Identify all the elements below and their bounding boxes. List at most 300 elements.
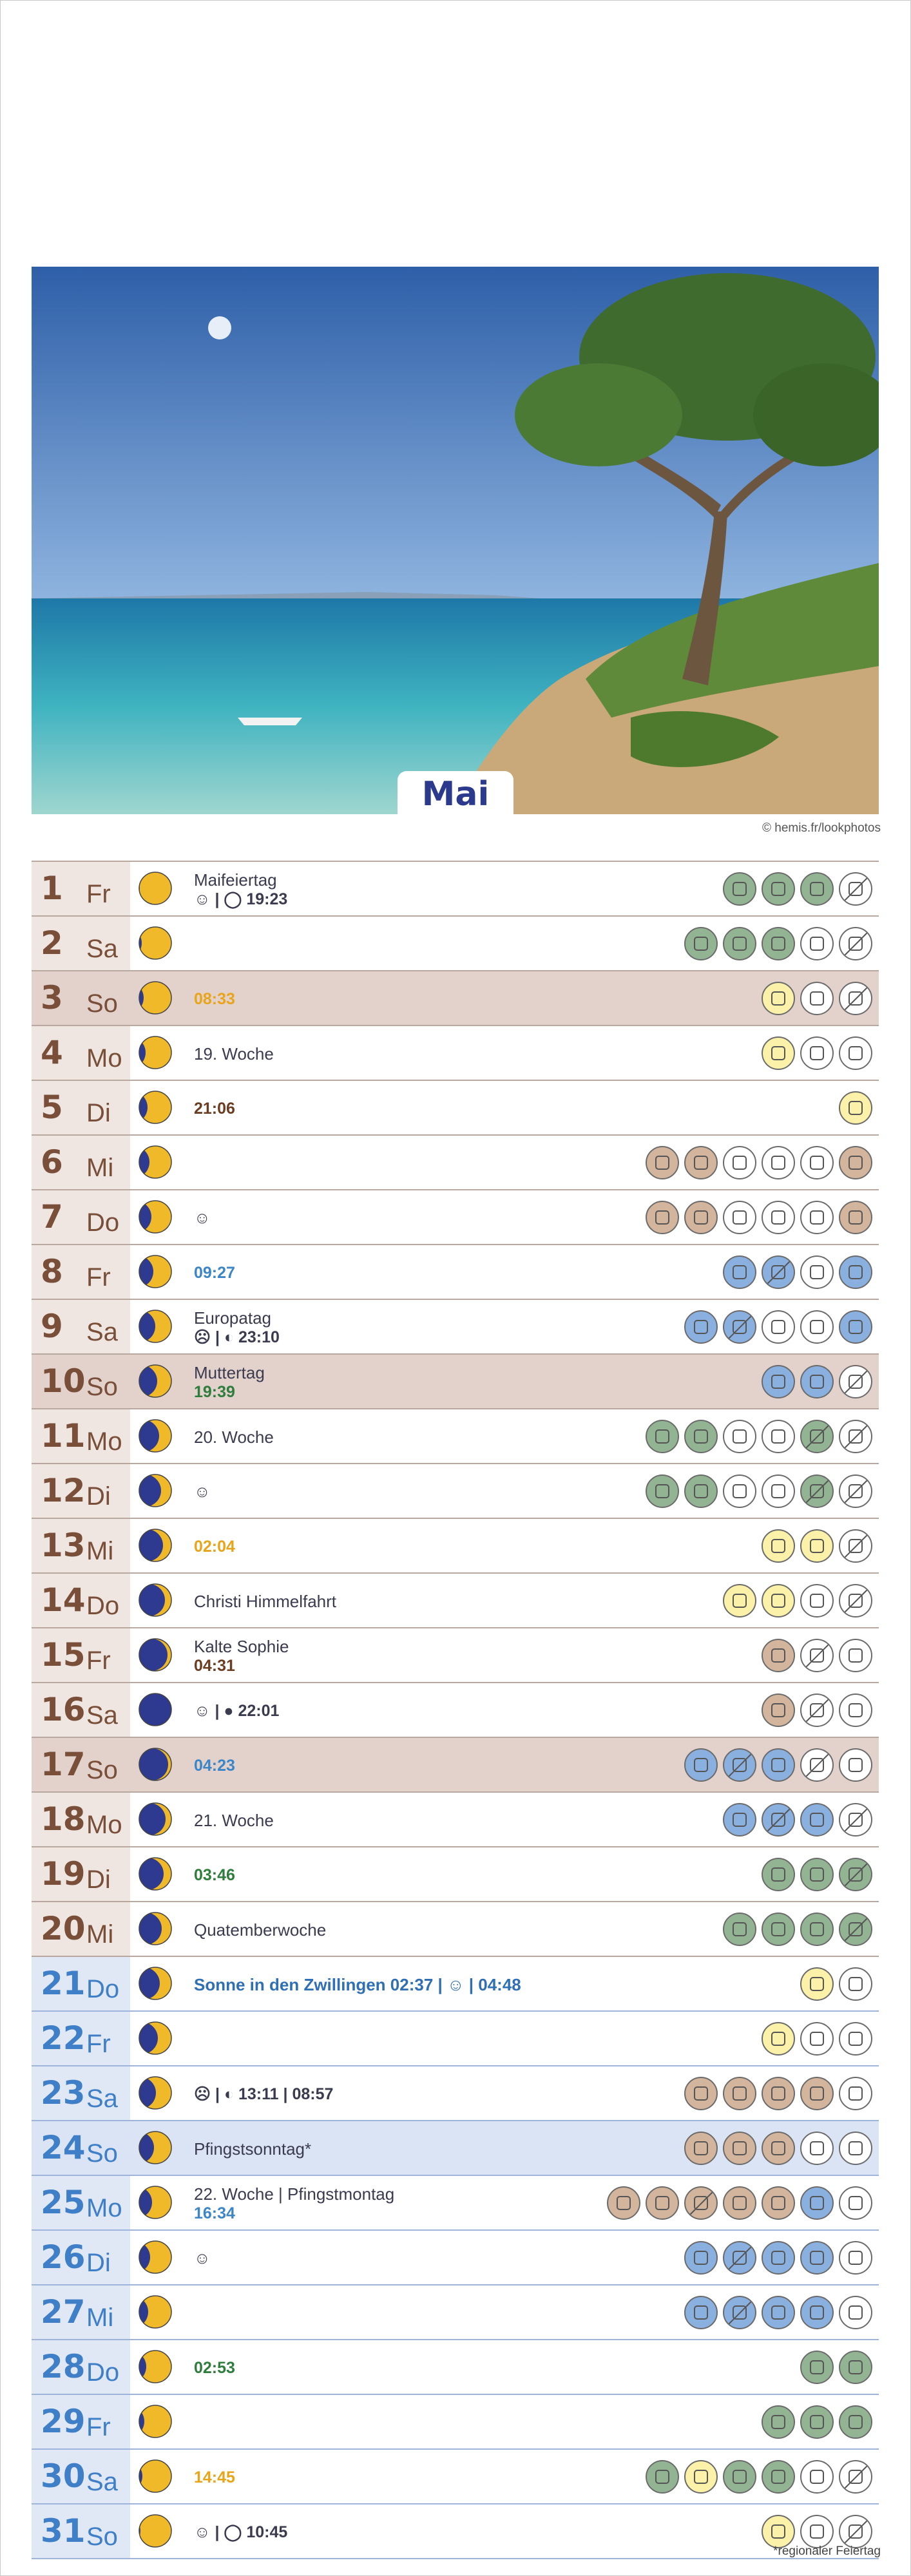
moon-phase-icon	[138, 1637, 173, 1672]
moon-phase-icon	[138, 1035, 173, 1070]
month-title: Mai	[398, 771, 513, 817]
day-detail-text: 02:53	[194, 2359, 235, 2377]
weekday-name: Sa	[86, 2468, 118, 2496]
weekday-name: Sa	[86, 2085, 118, 2113]
day-detail	[194, 2085, 645, 2104]
garden-activity-icon	[800, 2405, 834, 2439]
gardening-icons	[646, 1474, 872, 1509]
gardening-icons	[723, 872, 872, 907]
day-info	[194, 2236, 645, 2281]
day-number: 14	[41, 1581, 86, 1619]
garden-activity-icon	[762, 927, 795, 960]
moon-cell	[138, 980, 173, 1015]
garden-activity-icon	[646, 1420, 679, 1453]
garden-activity-icon	[800, 1693, 834, 1727]
day-number: 8	[41, 1253, 63, 1290]
garden-activity-icon	[839, 1036, 872, 1070]
weekday-name: So	[86, 2139, 118, 2168]
day-number: 21	[41, 1965, 86, 2002]
day-detail-text: ☺	[194, 1209, 211, 1227]
day-number: 28	[41, 2348, 86, 2385]
day-detail	[194, 2204, 645, 2223]
moon-cell	[138, 1692, 173, 1727]
moon-cell	[138, 2459, 173, 2494]
garden-activity-icon	[800, 2132, 834, 2165]
day-detail	[194, 1208, 645, 1228]
garden-activity-icon	[839, 1146, 872, 1179]
calendar-table	[32, 861, 879, 2559]
gardening-icons	[800, 1967, 872, 2002]
moon-phase-icon	[138, 1199, 173, 1234]
moon-cell	[138, 1418, 173, 1453]
day-info	[194, 1962, 645, 2007]
moon-cell	[138, 1254, 173, 1289]
garden-activity-icon	[762, 982, 795, 1015]
gardening-icons	[723, 1913, 872, 1947]
garden-activity-icon	[839, 2460, 872, 2494]
weekday-name: Di	[86, 1865, 111, 1894]
calendar-row	[32, 2504, 879, 2559]
garden-activity-icon	[800, 1803, 834, 1837]
weekday-name: Mi	[86, 2304, 114, 2332]
gardening-icons	[684, 1748, 872, 1783]
moon-cell	[138, 2349, 173, 2384]
garden-activity-icon	[800, 1639, 834, 1672]
day-event: 19. Woche	[194, 1044, 274, 1064]
garden-activity-icon	[800, 2296, 834, 2329]
gardening-icons	[607, 2186, 872, 2221]
calendar-row	[32, 917, 879, 971]
moon-phase-icon	[138, 2185, 173, 2220]
day-number: 2	[41, 924, 63, 962]
day-info	[194, 2072, 645, 2117]
moon-cell	[138, 2240, 173, 2275]
day-cell	[32, 2285, 130, 2339]
moon-phase-icon	[138, 2514, 173, 2548]
garden-activity-icon	[839, 2132, 872, 2165]
day-number: 17	[41, 1746, 86, 1783]
day-detail-text: 08:33	[194, 990, 235, 1008]
garden-activity-icon	[800, 1365, 834, 1398]
day-info	[194, 1853, 645, 1898]
day-number: 4	[41, 1034, 63, 1071]
day-event: 21. Woche	[194, 1811, 274, 1830]
day-cell	[32, 1957, 130, 2010]
calendar-row	[32, 971, 879, 1026]
gardening-icons	[762, 1639, 872, 1674]
garden-activity-icon	[762, 1584, 795, 1617]
garden-activity-icon	[839, 1420, 872, 1453]
garden-activity-icon	[646, 1474, 679, 1508]
day-number: 7	[41, 1198, 63, 1236]
day-number: 27	[41, 2293, 86, 2331]
moon-phase-icon	[138, 2459, 173, 2494]
weekday-name: So	[86, 1373, 118, 1401]
moon-cell	[138, 2514, 173, 2548]
garden-activity-icon	[800, 2241, 834, 2275]
day-detail	[194, 1865, 645, 1885]
calendar-row	[32, 2012, 879, 2066]
day-detail-text: ☺ | ● 22:01	[194, 1702, 280, 1720]
garden-activity-icon	[762, 1529, 795, 1563]
day-cell	[32, 1245, 130, 1299]
day-detail	[194, 989, 645, 1009]
day-detail-text: 16:34	[194, 2204, 235, 2222]
day-info	[194, 2017, 645, 2062]
day-info	[194, 2510, 645, 2555]
garden-activity-icon	[723, 2296, 756, 2329]
day-detail-text: 03:46	[194, 1866, 235, 1884]
day-cell	[32, 1628, 130, 1682]
garden-activity-icon	[762, 1803, 795, 1837]
moon-cell	[138, 1747, 173, 1782]
day-event: 22. Woche | Pfingstmontag	[194, 2184, 395, 2204]
moon-cell	[138, 1583, 173, 1617]
calendar-row	[32, 1190, 879, 1245]
garden-activity-icon	[684, 2077, 718, 2110]
calendar-row	[32, 1136, 879, 1190]
garden-activity-icon	[800, 927, 834, 960]
garden-activity-icon	[800, 1036, 834, 1070]
garden-activity-icon	[800, 1474, 834, 1508]
day-info	[194, 2455, 645, 2500]
moon-cell	[138, 1637, 173, 1672]
moon-cell	[138, 926, 173, 960]
calendar-row	[32, 2066, 879, 2121]
garden-activity-icon	[723, 2460, 756, 2494]
day-event: Europatag	[194, 1308, 271, 1328]
garden-activity-icon	[723, 1420, 756, 1453]
moon-cell	[138, 1473, 173, 1508]
garden-activity-icon	[646, 1146, 679, 1179]
weekday-name: Sa	[86, 1318, 118, 1346]
day-number: 3	[41, 979, 63, 1016]
moon-cell	[138, 2185, 173, 2220]
garden-activity-icon	[646, 2460, 679, 2494]
moon-phase-icon	[138, 1418, 173, 1453]
weekday-name: Di	[86, 1482, 111, 1511]
garden-activity-icon	[762, 1036, 795, 1070]
garden-activity-icon	[723, 927, 756, 960]
gardening-icons	[646, 1146, 872, 1181]
moon-phase-icon	[138, 1911, 173, 1946]
calendar-row	[32, 1847, 879, 1902]
garden-activity-icon	[800, 2351, 834, 2384]
garden-activity-icon	[839, 2405, 872, 2439]
gardening-icons	[646, 1420, 872, 1455]
gardening-icons	[800, 2351, 872, 2385]
day-number: 12	[41, 1472, 86, 1509]
day-number: 31	[41, 2512, 86, 2550]
day-info	[194, 1634, 645, 1679]
garden-activity-icon	[723, 1310, 756, 1344]
weekday-name: So	[86, 2523, 118, 2551]
gardening-icons	[723, 1255, 872, 1290]
moon-phase-icon	[138, 871, 173, 906]
day-info	[194, 2345, 645, 2390]
landscape-photo	[32, 267, 879, 814]
garden-activity-icon	[723, 2077, 756, 2110]
day-cell	[32, 1464, 130, 1518]
garden-activity-icon	[839, 2186, 872, 2220]
moon-cell	[138, 1364, 173, 1398]
day-info	[194, 1196, 645, 1241]
weekday-name: Mo	[86, 1044, 122, 1073]
garden-activity-icon	[723, 872, 756, 906]
garden-activity-icon	[800, 1584, 834, 1617]
weekday-name: Mo	[86, 2194, 122, 2222]
day-detail	[194, 2523, 645, 2542]
moon-cell	[138, 1145, 173, 1179]
day-detail	[194, 2358, 645, 2378]
weekday-name: So	[86, 1756, 118, 1784]
garden-activity-icon	[800, 982, 834, 1015]
garden-activity-icon	[684, 927, 718, 960]
weekday-name: Fr	[86, 1263, 111, 1292]
day-number: 30	[41, 2457, 86, 2495]
day-info	[194, 1579, 645, 1624]
garden-activity-icon	[839, 1967, 872, 2001]
day-event: Kalte Sophie	[194, 1637, 289, 1656]
day-info	[194, 977, 645, 1022]
garden-activity-icon	[839, 2022, 872, 2056]
calendar-row	[32, 862, 879, 917]
day-number: 20	[41, 1910, 86, 1947]
moon-phase-icon	[138, 2240, 173, 2275]
garden-activity-icon	[800, 1310, 834, 1344]
calendar-row	[32, 1793, 879, 1847]
calendar-row	[32, 2340, 879, 2395]
gardening-icons	[762, 2405, 872, 2440]
day-number: 5	[41, 1089, 63, 1126]
day-cell	[32, 1300, 130, 1353]
weekday-name: Fr	[86, 1646, 111, 1675]
calendar-row	[32, 2176, 879, 2231]
moon-phase-icon	[138, 1090, 173, 1125]
day-number: 1	[41, 870, 63, 907]
weekday-name: Mi	[86, 1154, 114, 1182]
garden-activity-icon	[839, 1474, 872, 1508]
day-detail-text: ☹ | ◐ 23:10	[194, 1328, 280, 1346]
gardening-icons	[839, 1091, 872, 1126]
calendar-row	[32, 2450, 879, 2504]
day-info	[194, 1907, 645, 1952]
photo-credit: © hemis.fr/lookphotos	[762, 821, 881, 835]
day-number: 10	[41, 1362, 86, 1400]
day-cell	[32, 2012, 130, 2065]
day-info	[194, 1415, 645, 1460]
day-detail	[194, 890, 645, 909]
day-number: 13	[41, 1527, 86, 1564]
garden-activity-icon	[646, 2186, 679, 2220]
day-cell	[32, 1081, 130, 1134]
garden-activity-icon	[839, 872, 872, 906]
weekday-name: Do	[86, 2358, 120, 2387]
day-cell	[32, 1026, 130, 1080]
garden-activity-icon	[800, 2077, 834, 2110]
day-cell	[32, 2066, 130, 2120]
day-detail-text: 21:06	[194, 1100, 235, 1118]
day-cell	[32, 2395, 130, 2448]
garden-activity-icon	[839, 2351, 872, 2384]
moon-phase-icon	[138, 1856, 173, 1891]
day-number: 19	[41, 1855, 86, 1893]
garden-activity-icon	[839, 1201, 872, 1234]
day-cell	[32, 917, 130, 970]
day-cell	[32, 1574, 130, 1627]
moon-cell	[138, 1035, 173, 1070]
day-detail-text: ☹ | ◐ 13:11 | 08:57	[194, 2085, 334, 2103]
calendar-row	[32, 2395, 879, 2450]
garden-activity-icon	[762, 1201, 795, 1234]
gardening-icons	[646, 2460, 872, 2495]
moon-cell	[138, 2404, 173, 2439]
day-cell	[32, 1793, 130, 1846]
day-detail-text: 04:23	[194, 1757, 235, 1775]
garden-activity-icon	[839, 1913, 872, 1946]
garden-activity-icon	[762, 1858, 795, 1891]
day-cell	[32, 1519, 130, 1572]
day-cell	[32, 2340, 130, 2394]
garden-activity-icon	[800, 1255, 834, 1289]
moon-phase-icon	[138, 2021, 173, 2056]
day-number: 26	[41, 2238, 86, 2276]
weekday-name: Fr	[86, 880, 111, 908]
garden-activity-icon	[839, 2296, 872, 2329]
calendar-row	[32, 1738, 879, 1793]
day-number: 18	[41, 1800, 86, 1838]
weekday-name: Do	[86, 1975, 120, 2003]
day-info	[194, 2181, 645, 2226]
moon-phase-icon	[138, 1145, 173, 1179]
day-info	[194, 2126, 645, 2171]
garden-activity-icon	[839, 1255, 872, 1289]
moon-cell	[138, 2130, 173, 2165]
gardening-icons	[723, 1803, 872, 1838]
day-event: Christi Himmelfahrt	[194, 1592, 337, 1611]
moon-phase-icon	[138, 1802, 173, 1837]
day-cell	[32, 1190, 130, 1244]
moon-phase-icon	[138, 1364, 173, 1398]
weekday-name: Sa	[86, 1701, 118, 1730]
calendar-row	[32, 1409, 879, 1464]
garden-activity-icon	[684, 1474, 718, 1508]
moon-phase-icon	[138, 1309, 173, 1344]
garden-activity-icon	[800, 1201, 834, 1234]
garden-activity-icon	[839, 1584, 872, 1617]
day-detail-text: ☺ | ◯ 19:23	[194, 890, 288, 908]
garden-activity-icon	[723, 1913, 756, 1946]
day-event: Pfingstsonntag*	[194, 2139, 312, 2159]
moon-cell	[138, 2021, 173, 2056]
garden-activity-icon	[684, 1201, 718, 1234]
moon-cell	[138, 1802, 173, 1837]
moon-phase-icon	[138, 1747, 173, 1782]
calendar-row	[32, 1957, 879, 2012]
weekday-name: Di	[86, 1099, 111, 1127]
day-info	[194, 1250, 645, 1295]
day-cell	[32, 1409, 130, 1463]
garden-activity-icon	[762, 2296, 795, 2329]
day-number: 6	[41, 1143, 63, 1181]
weekday-name: So	[86, 989, 118, 1018]
garden-activity-icon	[723, 2132, 756, 2165]
day-info	[194, 1141, 645, 1186]
garden-activity-icon	[762, 872, 795, 906]
day-detail-text: ☺ | ◯ 10:45	[194, 2523, 288, 2541]
garden-activity-icon	[839, 1310, 872, 1344]
day-detail	[194, 1382, 645, 1402]
calendar-row	[32, 1574, 879, 1628]
garden-activity-icon	[800, 1529, 834, 1563]
garden-activity-icon	[839, 2241, 872, 2275]
day-number: 9	[41, 1308, 63, 1345]
calendar-row	[32, 1245, 879, 1300]
garden-activity-icon	[762, 1420, 795, 1453]
calendar-row	[32, 1355, 879, 1409]
weekday-name: Mi	[86, 1920, 114, 1949]
calendar-row	[32, 2231, 879, 2285]
gardening-icons	[684, 2296, 872, 2331]
day-detail-text: ☺	[194, 2249, 211, 2267]
day-detail-text: 19:39	[194, 1383, 235, 1401]
calendar-row	[32, 1628, 879, 1683]
garden-activity-icon	[607, 2186, 640, 2220]
day-cell	[32, 1738, 130, 1791]
day-info	[194, 2400, 645, 2445]
garden-activity-icon	[800, 2460, 834, 2494]
day-event: Sonne in den Zwillingen 02:37 | ☺ | 04:48	[194, 1975, 521, 1994]
garden-activity-icon	[800, 2022, 834, 2056]
garden-activity-icon	[800, 1748, 834, 1782]
calendar-row	[32, 1902, 879, 1957]
garden-activity-icon	[646, 1201, 679, 1234]
gardening-icons	[762, 1529, 872, 1564]
day-info	[194, 922, 645, 967]
moon-cell	[138, 871, 173, 906]
garden-activity-icon	[762, 2515, 795, 2548]
gardening-icons	[762, 1858, 872, 1893]
day-info	[194, 1469, 645, 1514]
day-info	[194, 1798, 645, 1843]
garden-activity-icon	[762, 1255, 795, 1289]
moon-phase-icon	[138, 926, 173, 960]
garden-activity-icon	[839, 1091, 872, 1125]
garden-activity-icon	[723, 1255, 756, 1289]
garden-activity-icon	[839, 927, 872, 960]
garden-activity-icon	[839, 1803, 872, 1837]
weekday-name: Do	[86, 1592, 120, 1620]
gardening-icons	[684, 2077, 872, 2112]
calendar-row	[32, 2121, 879, 2176]
weekday-name: Di	[86, 2249, 111, 2277]
weekday-name: Sa	[86, 935, 118, 963]
garden-activity-icon	[684, 1420, 718, 1453]
garden-activity-icon	[800, 2186, 834, 2220]
garden-activity-icon	[839, 1639, 872, 1672]
day-event: Maifeiertag	[194, 870, 277, 890]
garden-activity-icon	[684, 2132, 718, 2165]
gardening-icons	[723, 1584, 872, 1619]
garden-activity-icon	[800, 2515, 834, 2548]
day-cell	[32, 2121, 130, 2175]
garden-activity-icon	[762, 1693, 795, 1727]
day-number: 22	[41, 2019, 86, 2057]
moon-phase-icon	[138, 2349, 173, 2384]
day-detail	[194, 1537, 645, 1556]
garden-activity-icon	[762, 1474, 795, 1508]
garden-activity-icon	[684, 2460, 718, 2494]
